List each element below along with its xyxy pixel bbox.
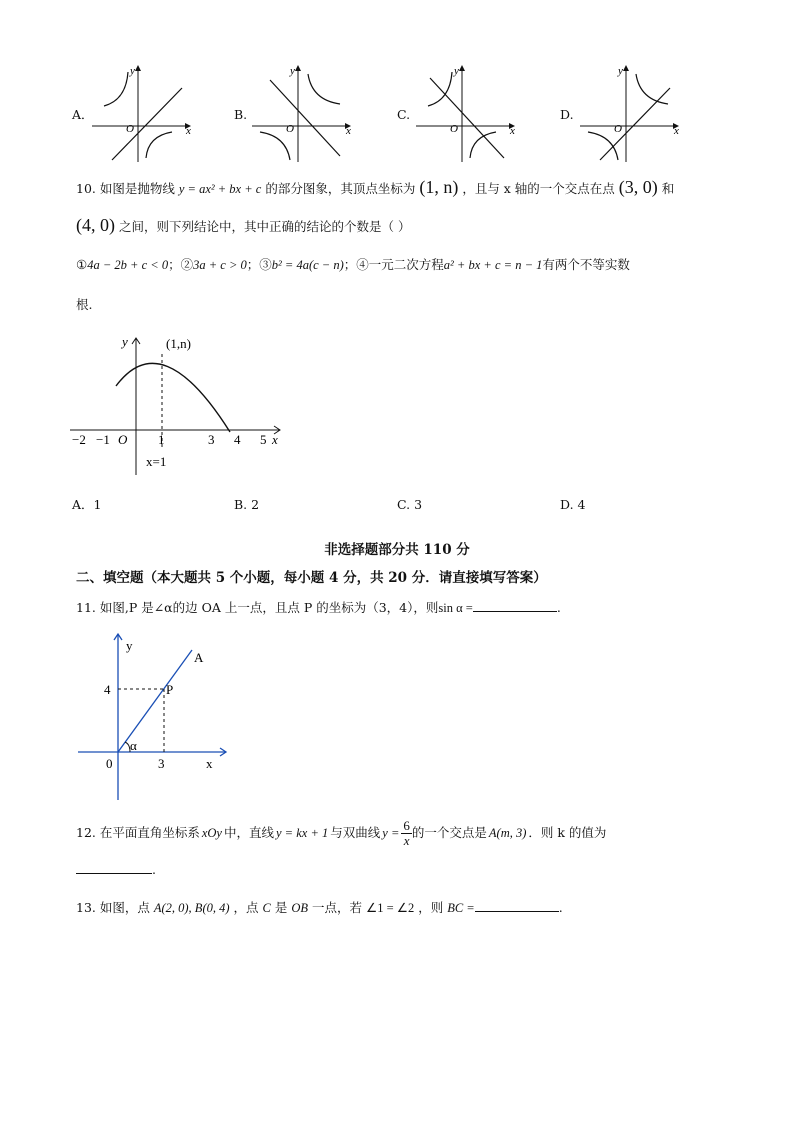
q11-angle-graph <box>78 630 238 802</box>
svg-text:1: 1 <box>158 432 165 447</box>
option-d-graph <box>578 60 688 164</box>
svg-text:(1,n): (1,n) <box>166 336 191 351</box>
q10-statements: ①4a − 2b + c < 0；②3a + c > 0；③b² = 4a(c − n)；④一元二次方程a² + bx + c = n − 1有两个不等实数 <box>76 257 630 272</box>
q13-text: 13. 如图，点 A(2, 0), B(0, 4) ，点 C 是 OB 一点，若 ∠1 = ∠2 ，则 BC = . <box>76 900 563 915</box>
svg-text:x: x <box>510 125 515 137</box>
svg-text:P: P <box>166 682 174 697</box>
q10-option-b: B. 2 <box>234 497 260 512</box>
svg-text:3: 3 <box>208 432 215 447</box>
svg-text:4: 4 <box>234 432 241 447</box>
part2-title: 非选择题部分共 110 分 <box>324 542 470 558</box>
q12-answer-line: . <box>76 860 156 879</box>
axis-x: x <box>186 125 191 137</box>
svg-text:y: y <box>290 65 295 77</box>
svg-text:y: y <box>122 334 128 349</box>
q10-option-c: C. 3 <box>397 497 423 512</box>
origin: O <box>126 123 134 135</box>
svg-text:y: y <box>454 65 459 77</box>
svg-text:4: 4 <box>104 682 111 697</box>
svg-text:0: 0 <box>106 756 113 771</box>
parabola-curve <box>116 363 230 432</box>
q10-option-d: D. 4 <box>560 497 586 512</box>
option-c-graph <box>414 60 524 164</box>
svg-text:x: x <box>206 756 213 771</box>
option-d-label: D. <box>560 107 574 122</box>
fraction-6-over-x: $\frac{6}{x}$ <box>403 817 410 848</box>
svg-text:5: 5 <box>260 432 267 447</box>
option-c-label: C. <box>397 107 411 122</box>
option-b-graph <box>250 60 360 164</box>
svg-text:−1: −1 <box>96 432 110 447</box>
q10-line2: (4, 0) 之间，则下列结论中，其中正确的结论的个数是（ ） <box>76 215 411 235</box>
svg-text:α: α <box>130 738 137 753</box>
svg-text:x=1: x=1 <box>146 454 167 469</box>
svg-text:y: y <box>126 638 133 653</box>
svg-text:y: y <box>618 65 623 77</box>
svg-text:O: O <box>118 432 128 447</box>
q10-line1: 10. 如图是抛物线 y = ax² + bx + c 的部分图象，其顶点坐标为 (1, n) ，且与 x 轴的一个交点在点 (3, 0) 和 <box>76 177 675 197</box>
option-b-label: B. <box>234 107 248 122</box>
svg-text:−2: −2 <box>72 432 86 447</box>
axis-y: y <box>130 65 135 77</box>
option-a-label: A． <box>72 107 94 122</box>
svg-text:A: A <box>194 650 204 665</box>
q10-parabola-graph <box>70 330 290 480</box>
svg-text:O: O <box>614 123 622 135</box>
option-a-graph <box>90 60 200 164</box>
q10-option-a: A．1 <box>72 497 102 512</box>
q12-text: 12. 在平面直角坐标系 xOy 中，直线 y = kx + 1 与双曲线 y = $\frac{6}{x}$ 的一个交点是 A(m, 3) ．则 k 的值为 <box>76 817 607 848</box>
svg-text:3: 3 <box>158 756 165 771</box>
svg-text:x: x <box>674 125 679 137</box>
svg-text:O: O <box>450 123 458 135</box>
svg-text:x: x <box>346 125 351 137</box>
q10-line4: 根. <box>76 297 93 312</box>
section-title: 二、填空题（本大题共 5 个小题，每小题 4 分，共 20 分．请直接填写答案） <box>76 570 547 586</box>
ray-oa <box>118 650 192 752</box>
svg-text:x: x <box>272 432 278 447</box>
q11-text: 11. 如图,P 是∠α的边 OA 上一点，且点 P 的坐标为（3，4），则sin α = . <box>76 600 561 615</box>
svg-text:O: O <box>286 123 294 135</box>
